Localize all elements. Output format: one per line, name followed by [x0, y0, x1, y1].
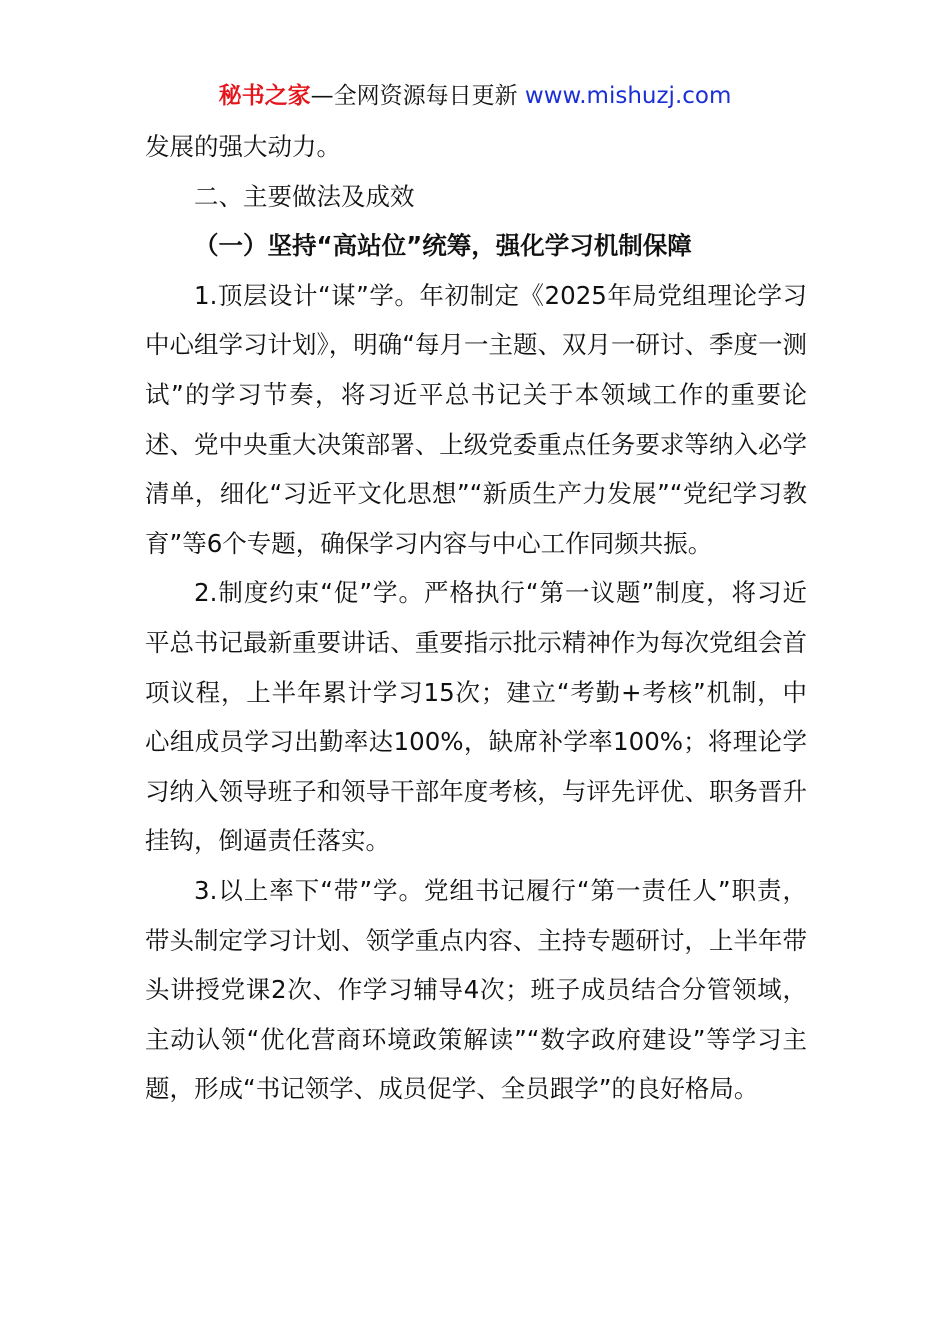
subsection-heading: （一）坚持“高站位”统筹，强化学习机制保障 [194, 231, 692, 261]
site-tagline: —全网资源每日更新 [310, 83, 518, 109]
paragraph-1: 1.顶层设计“谋”学。年初制定《2025年局党组理论学习中心组学习计划》，明确“每月一主题、双月一研讨、季度一测试”的学习节奏，将习近平总书记关于本领域工作的重要论述、党中央重大决策部署、上级党委重点任务要求等纳入必学清单，细化“习近平文化思想”“新质生产力发展”“党纪学习教育”等6个专题，确保学习内容与中心工作同频共振。 [145, 280, 807, 558]
site-header [0, 80, 950, 112]
document-body [145, 122, 807, 1114]
paragraph-2: 2.制度约束“促”学。严格执行“第一议题”制度，将习近平总书记最新重要讲话、重要指示批示精神作为每次党组会首项议程，上半年累计学习15次；建立“考勤+考核”机制，中心组成员学习出勤率达100%，缺席补学率100%；将理论学习纳入领导班子和领导干部年度考核，与评先评优、职务晋升挂钩，倒逼责任落实。 [145, 578, 807, 856]
paragraph-continuation: 发展的强大动力。 [145, 132, 341, 161]
site-url-link[interactable]: www.mishuzj.com [524, 83, 732, 109]
paragraph-3: 3.以上率下“带”学。党组书记履行“第一责任人”职责，带头制定学习计划、领学重点内容、主持专题研讨，上半年带头讲授党课2次、作学习辅导4次；班子成员结合分管领域，主动认领“优化营商环境政策解读”“数字政府建设”等学习主题，形成“书记领学、成员促学、全员跟学”的良好格局。 [145, 875, 807, 1104]
site-brand: 秘书之家 [218, 83, 311, 109]
section-heading: 二、主要做法及成效 [194, 181, 415, 211]
